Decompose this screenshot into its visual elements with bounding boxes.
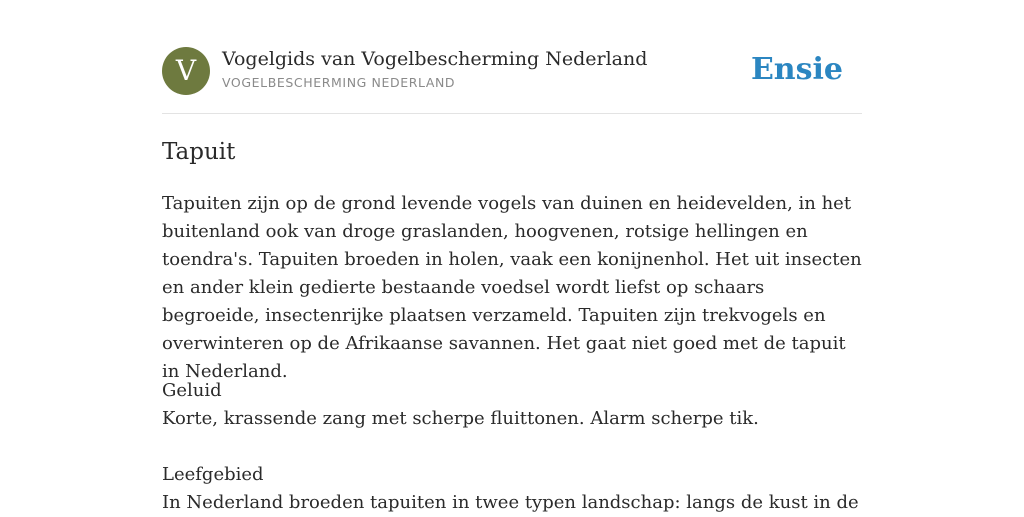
article-title: Tapuit [162, 139, 236, 165]
section-heading: Leefgebied [162, 464, 264, 485]
section-heading: Geluid [162, 380, 222, 401]
ensie-logo[interactable]: Ensie [750, 52, 843, 87]
source-subtitle[interactable]: VOGELBESCHERMING NEDERLAND [222, 75, 456, 90]
source-header [162, 47, 862, 95]
section-text: In Nederland broeden tapuiten in twee typen landschap: langs de kust in de [162, 492, 859, 513]
header-divider [162, 113, 862, 114]
section-leefgebied [162, 461, 862, 517]
section-geluid [162, 377, 862, 433]
source-avatar[interactable]: V [162, 47, 210, 95]
article-intro: Tapuiten zijn op de grond levende vogels van duinen en heidevelden, in het buitenland ook van droge graslanden, hoogvenen, rotsige hellingen en toendra's. Tapuiten broeden in holen, vaak een konijnenhol. Het uit insecten en ander klein gedierte bestaande voedsel wordt liefst op schaars begroeide, insectenrijke plaatsen verzameld. Tapuiten zijn trekvogels en overwinteren op de Afrikaanse savannen. Het gaat niet goed met de tapuit in Nederland. [162, 193, 862, 382]
section-text: Korte, krassende zang met scherpe fluittonen. Alarm scherpe tik. [162, 408, 759, 429]
article-page [162, 0, 862, 512]
source-title[interactable]: Vogelgids van Vogelbescherming Nederland [222, 48, 648, 70]
